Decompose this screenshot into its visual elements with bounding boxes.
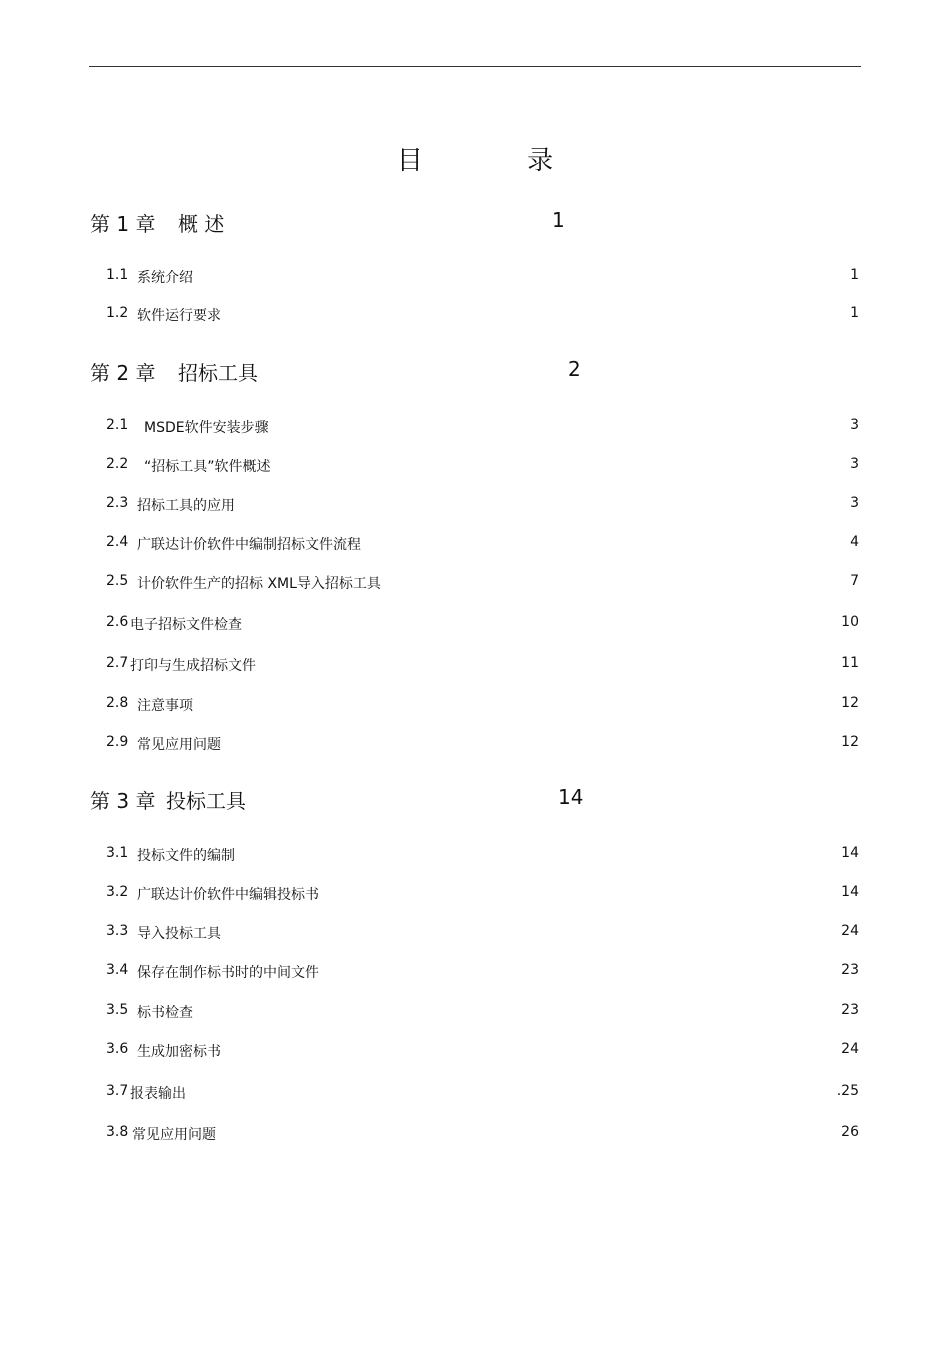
- entry-page-number: 12: [841, 695, 859, 711]
- entry-number: 3.6: [106, 1041, 129, 1057]
- entry-title: 概 述: [178, 212, 225, 236]
- entry-number: 2.3: [106, 495, 129, 511]
- entry-number: 3.5: [106, 1002, 129, 1018]
- entry-page-number: 3: [850, 456, 859, 472]
- section-entry: [0, 884, 950, 908]
- entry-title: 广联达计价软件中编制招标文件流程: [137, 537, 361, 553]
- entry-number: 3.3: [106, 923, 129, 939]
- entry-title: 电子招标文件检查: [130, 617, 242, 633]
- entry-page-number: 14: [841, 884, 859, 900]
- chapter-entry: [0, 357, 950, 385]
- entry-title: 注意事项: [137, 698, 193, 714]
- entry-title: 招标工具的应用: [137, 498, 235, 514]
- entry-number: 1.1: [106, 267, 129, 283]
- entry-title: 计价软件生产的招标 XML导入招标工具: [137, 576, 381, 592]
- section-entry: [0, 417, 950, 441]
- section-entry: [0, 495, 950, 519]
- entry-page-number: 4: [850, 534, 859, 550]
- entry-number: 第 2 章: [90, 361, 156, 385]
- entry-page-number: 14: [841, 845, 859, 861]
- entry-number: 2.8: [106, 695, 129, 711]
- entry-page-number: 1: [850, 267, 859, 283]
- section-entry: [0, 1041, 950, 1065]
- entry-title: 常见应用问题: [137, 737, 221, 753]
- entry-number: 2.7: [106, 655, 129, 671]
- entry-number: 3.1: [106, 845, 129, 861]
- entry-number: 2.1: [106, 417, 129, 433]
- entry-page-number: 23: [841, 1002, 859, 1018]
- entry-title: “招标工具”软件概述: [144, 459, 271, 475]
- entry-page-number: 3: [850, 417, 859, 433]
- entry-page-number: 2: [568, 357, 581, 381]
- section-entry: [0, 1124, 950, 1148]
- entry-number: 3.2: [106, 884, 129, 900]
- section-entry: [0, 655, 950, 679]
- entry-number: 2.4: [106, 534, 129, 550]
- entry-number: 2.6: [106, 614, 129, 630]
- entry-title: 保存在制作标书时的中间文件: [137, 965, 319, 981]
- entry-page-number: 7: [850, 573, 859, 589]
- entry-number: 2.5: [106, 573, 129, 589]
- entry-number: 2.9: [106, 734, 129, 750]
- entry-title: 报表输出: [130, 1086, 186, 1102]
- entry-page-number: 11: [841, 655, 859, 671]
- entry-page-number: 23: [841, 962, 859, 978]
- section-entry: [0, 305, 950, 329]
- entry-title: 招标工具: [178, 361, 258, 385]
- entry-number: 第 3 章: [90, 789, 156, 813]
- chapter-entry: [0, 785, 950, 813]
- section-entry: [0, 267, 950, 291]
- header-rule: [89, 66, 861, 67]
- entry-title: 投标文件的编制: [137, 848, 235, 864]
- entry-number: 3.7: [106, 1083, 129, 1099]
- entry-page-number: .25: [836, 1083, 859, 1099]
- section-entry: [0, 734, 950, 758]
- section-entry: [0, 962, 950, 986]
- section-entry: [0, 614, 950, 638]
- section-entry: [0, 1002, 950, 1026]
- entry-title: 打印与生成招标文件: [130, 658, 256, 674]
- section-entry: [0, 573, 950, 597]
- entry-page-number: 24: [841, 923, 859, 939]
- chapter-entry: [0, 208, 950, 236]
- entry-number: 1.2: [106, 305, 129, 321]
- entry-title: 软件运行要求: [137, 308, 221, 324]
- entry-page-number: 26: [841, 1124, 859, 1140]
- entry-number: 第 1 章: [90, 212, 156, 236]
- section-entry: [0, 845, 950, 869]
- entry-title: 常见应用问题: [132, 1127, 216, 1143]
- entry-title: 标书检查: [137, 1005, 193, 1021]
- entry-number: 2.2: [106, 456, 129, 472]
- entry-page-number: 14: [558, 785, 584, 809]
- section-entry: [0, 923, 950, 947]
- entry-title: 广联达计价软件中编辑投标书: [137, 887, 319, 903]
- section-entry: [0, 534, 950, 558]
- entry-page-number: 24: [841, 1041, 859, 1057]
- entry-title: 导入投标工具: [137, 926, 221, 942]
- section-entry: [0, 456, 950, 480]
- section-entry: [0, 1083, 950, 1107]
- entry-title: 系统介绍: [137, 270, 193, 286]
- toc-title: 目 录: [396, 146, 602, 176]
- entry-page-number: 1: [552, 208, 565, 232]
- entry-page-number: 12: [841, 734, 859, 750]
- entry-page-number: 3: [850, 495, 859, 511]
- entry-page-number: 10: [841, 614, 859, 630]
- entry-number: 3.4: [106, 962, 129, 978]
- section-entry: [0, 695, 950, 719]
- entry-title: 投标工具: [166, 789, 246, 813]
- entry-title: 生成加密标书: [137, 1044, 221, 1060]
- entry-page-number: 1: [850, 305, 859, 321]
- entry-number: 3.8: [106, 1124, 129, 1140]
- entry-title: MSDE软件安装步骤: [144, 420, 269, 436]
